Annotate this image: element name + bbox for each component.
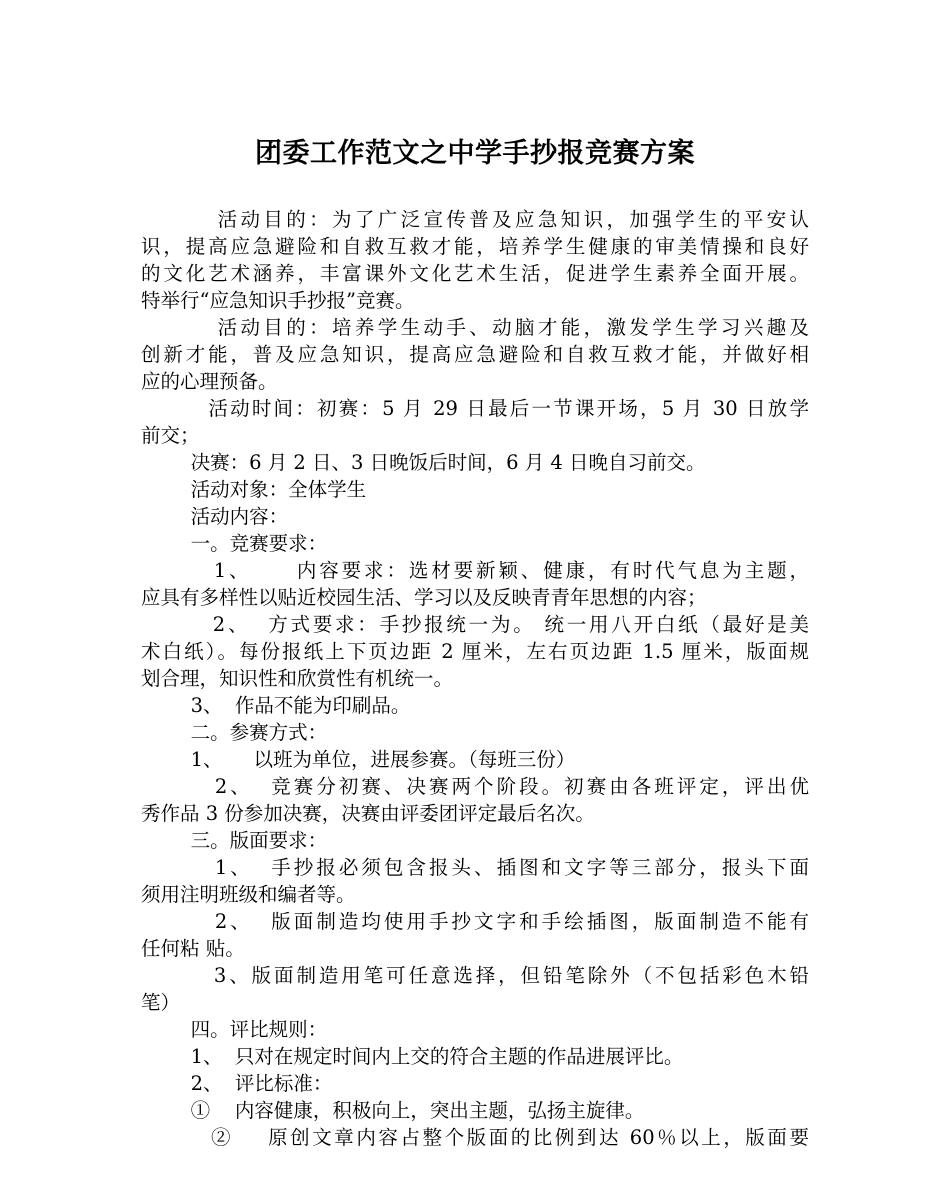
body-line: 活动目的：为了广泛宣传普及应急知识，加强学生的平安认 [141,208,809,231]
body-line: 笔） [141,991,181,1014]
document-body [141,206,809,1151]
body-line: 应的心理预备。 [141,370,278,393]
body-line: 2、 竞赛分初赛、决赛两个阶段。初赛由各班评定，评出优 [141,775,809,798]
body-line: 3、版面制造用笔可任意选择，但铅笔除外（不包括彩色木铅 [141,964,809,987]
body-line: 特举行“应急知识手抄报”竞赛。 [141,289,415,312]
body-line: 识，提高应急避险和自救互救才能，培养学生健康的审美情操和良好 [141,235,809,258]
body-line: 应具有多样性以贴近校园生活、学习以及反映青青年思想的内容； [141,586,707,609]
body-line: 须用注明班级和编者等。 [141,883,356,906]
body-line: 二。参赛方式： [141,721,328,744]
body-line: 2、 版面制造均使用手抄文字和手绘插图，版面制造不能有 [141,910,809,933]
body-line: 3、 作品不能为印刷品。 [141,694,411,717]
body-line: 活动对象：全体学生 [141,478,367,501]
body-line: 1、 以班为单位，进展参赛。（每班三份） [141,748,576,771]
body-line: 划合理，知识性和欣赏性有机统一。 [141,667,454,690]
body-line: 活动时间：初赛：5 月 29 日最后一节课开场，5 月 30 日放学 [141,397,809,420]
body-line: 2、 评比标准： [141,1072,333,1095]
body-line: 2、 方式要求：手抄报统一为。 统一用八开白纸（最好是美 [141,613,809,636]
body-line: 决赛：6 月 2 日、3 日晚饭后时间，6 月 4 日晚自习前交。 [141,451,706,474]
body-line: 1、 手抄报必须包含报头、插图和文字等三部分，报头下面 [141,856,809,879]
body-line: ① 内容健康，积极向上，突出主题，弘扬主旋律。 [141,1099,645,1122]
body-line: 创新才能，普及应急知识，提高应急避险和自救互救才能，并做好相 [141,343,809,366]
body-line: 的文化艺术涵养，丰富课外文化艺术生活，促进学生素养全面开展。 [141,262,809,285]
document-title: 团委工作范文之中学手抄报竞赛方案 [255,138,695,169]
body-line: 活动内容： [141,505,289,528]
body-line: 三。版面要求： [141,829,328,852]
body-line: 任何粘 贴。 [141,937,245,960]
body-line: 术白纸）。每份报纸上下页边距 2 厘米，左右页边距 1.5 厘米，版面规 [141,640,809,663]
body-line: ② 原创文章内容占整个版面的比例到达 60％以上，版面要 [141,1126,809,1149]
body-line: 一。竞赛要求： [141,532,328,555]
body-line: 四。评比规则： [141,1018,328,1041]
body-line: 前交； [141,424,200,447]
body-line: 1、 只对在规定时间内上交的符合主题的作品进展评比。 [141,1045,684,1068]
body-line: 秀作品 3 份参加决赛，决赛由评委团评定最后名次。 [141,802,595,825]
body-line: 活动目的：培养学生动手、动脑才能，激发学生学习兴趣及 [141,316,809,339]
body-line: 1、 内容要求：选材要新颖、健康，有时代气息为主题， [141,559,809,582]
